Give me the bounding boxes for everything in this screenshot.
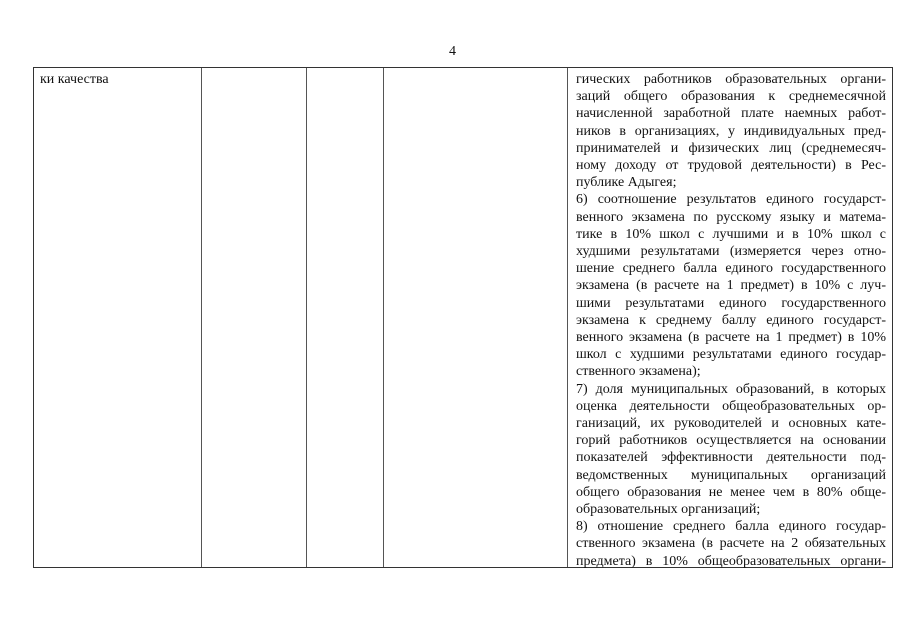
text-line: предмета) в 10% общеобразовательных органи- xyxy=(576,553,886,569)
text-line: ганизаций, их руководителей и основных кате- xyxy=(576,416,886,432)
text-line: венного экзамена по русскому языку и матема- xyxy=(576,209,886,225)
text-line: экзамена к среднему баллу единого государст- xyxy=(576,312,886,328)
text-line: заций общего образования к среднемесячной xyxy=(576,89,886,105)
text-line: шими результатами единого государственного xyxy=(576,295,886,311)
table-cell-col4 xyxy=(383,68,568,567)
text-line: шение среднего балла единого государственного xyxy=(576,261,886,277)
text-line: ственного экзамена (в расчете на 2 обязательных xyxy=(576,536,886,552)
text-line: начисленной заработной плате наемных работ- xyxy=(576,106,886,122)
text-line: ственного экзамена); xyxy=(576,364,701,380)
table-cell-col5 xyxy=(567,68,892,567)
text-line: ведомственных муниципальных организаций xyxy=(576,467,886,483)
text-line: оценка деятельности общеобразовательных ор- xyxy=(576,398,886,414)
indicator-list-text xyxy=(568,68,892,570)
document-table xyxy=(33,67,893,568)
text-line: принимателей и физических лиц (среднемесяч- xyxy=(576,140,886,156)
page-number: 4 xyxy=(449,44,456,59)
cell-text: ки качества xyxy=(40,72,109,87)
text-line: школ с худшими результатами единого государ- xyxy=(576,347,886,363)
table-cell-col2 xyxy=(201,68,307,567)
table-cell-col3 xyxy=(306,68,384,567)
text-line: венного экзамена (в расчете на 1 предмет) в 10% xyxy=(576,330,886,346)
text-line: показателей эффективности деятельности под- xyxy=(576,450,886,466)
text-line: гических работников образовательных органи- xyxy=(576,72,886,87)
text-line: публике Адыгея; xyxy=(576,175,677,191)
text-line: образовательных организаций; xyxy=(576,502,761,518)
text-line: 7) доля муниципальных образований, в которых xyxy=(576,381,886,397)
text-line: общего образования не менее чем в 80% обще- xyxy=(576,484,886,500)
text-line: 8) отношение среднего балла единого государ- xyxy=(576,519,886,535)
table-cell-col1 xyxy=(34,68,201,567)
text-line: худшими результатами (измеряется через отно- xyxy=(576,244,886,260)
text-line: ному доходу от трудовой деятельности) в Рес- xyxy=(576,158,886,174)
text-line: ников в организациях, у индивидуальных пред- xyxy=(576,123,886,139)
text-line: тике в 10% школ с лучшими и в 10% школ с xyxy=(576,226,886,242)
text-line: горий работников осуществляется на основании xyxy=(576,433,886,449)
text-line: экзамена (в расчете на 1 предмет) в 10% с луч- xyxy=(576,278,886,294)
text-line: 6) соотношение результатов единого государст- xyxy=(576,192,886,208)
